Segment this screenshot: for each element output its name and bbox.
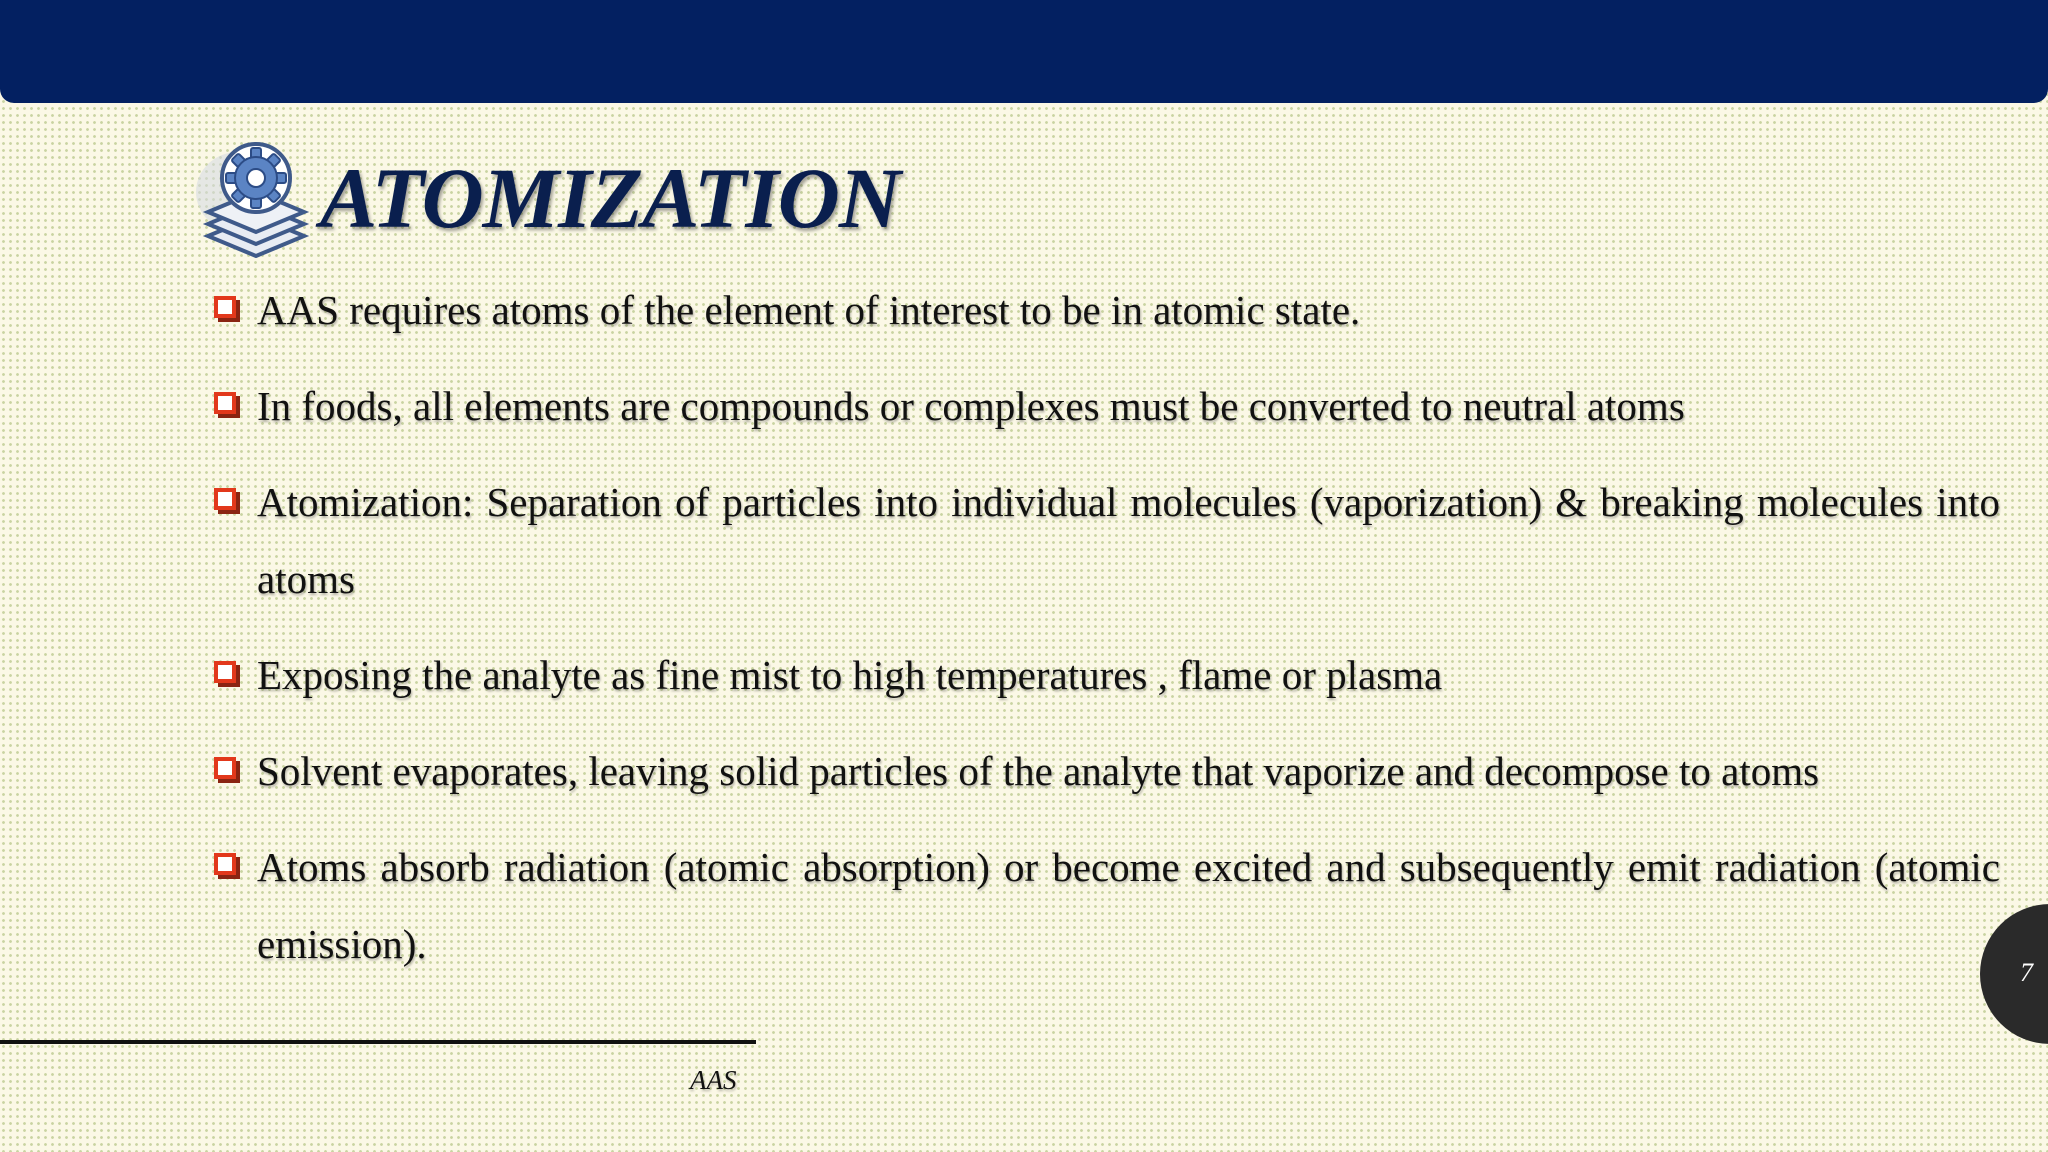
bullet-list: [210, 272, 2000, 1002]
header-bar: [0, 0, 2048, 103]
bullet-item: [210, 637, 2000, 714]
slide-title: ATOMIZATION: [320, 150, 900, 246]
footer-divider: [0, 1040, 756, 1044]
bullet-item: [210, 368, 2000, 445]
bullet-item: [210, 464, 2000, 618]
checkbox-bullet-icon: [214, 488, 236, 510]
checkbox-bullet-icon: [214, 661, 236, 683]
bullet-text: Atomization: Separation of particles into individual molecules (vaporization) & breaking molecules into atoms: [257, 479, 2000, 602]
bullet-item: [210, 829, 2000, 983]
footer-label: AAS: [690, 1065, 737, 1095]
bullet-item: [210, 733, 2000, 810]
bullet-text: In foods, all elements are compounds or complexes must be converted to neutral atoms: [257, 383, 1685, 429]
title-row: [196, 136, 900, 260]
bullet-item: [210, 272, 2000, 349]
checkbox-bullet-icon: [214, 757, 236, 779]
bullet-text: Atoms absorb radiation (atomic absorption) or become excited and subsequently emit radiation (atomic emission).: [257, 844, 2000, 967]
page-number: 7: [2020, 958, 2033, 987]
bullet-text: Solvent evaporates, leaving solid particles of the analyte that vaporize and decompose to atoms: [257, 748, 1820, 794]
checkbox-bullet-icon: [214, 296, 236, 318]
checkbox-bullet-icon: [214, 392, 236, 414]
checkbox-bullet-icon: [214, 853, 236, 875]
bullet-text: Exposing the analyte as fine mist to high temperatures , flame or plasma: [257, 652, 1443, 698]
bullet-text: AAS requires atoms of the element of interest to be in atomic state.: [257, 287, 1361, 333]
gear-layers-logo-icon: [196, 138, 316, 258]
